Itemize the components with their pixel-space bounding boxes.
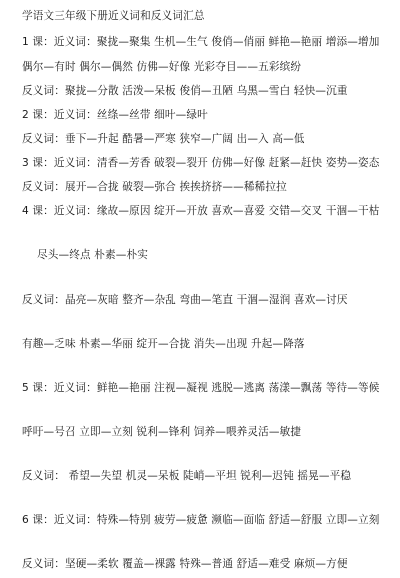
- text-line-lesson3-antonyms: 反义词：展开—合拢 破裂—弥合 挨挨挤挤——稀稀拉拉: [22, 181, 287, 193]
- text-line-lesson1-antonyms: 反义词：聚拢—分散 活泼—呆板 俊俏—丑陋 乌黑—雪白 轻快—沉重: [22, 85, 348, 97]
- text-line-lesson1-synonyms: 1 课：近义词：聚拢—聚集 生机—生气 俊俏—俏丽 鲜艳—艳丽 增添—增加: [22, 36, 380, 48]
- text-line-lesson2-synonyms: 2 课：近义词：丝绦—丝带 细叶—绿叶: [22, 109, 208, 121]
- text-line-lesson4-synonyms-cont: 尽头—终点 朴素—朴实: [37, 249, 148, 261]
- text-line-lesson6-synonyms: 6 课：近义词：特殊—特别 疲劳—疲惫 濒临—面临 舒适—舒服 立即—立刻: [22, 514, 380, 526]
- text-line-lesson6-antonyms: 反义词：坚硬—柔软 覆盖—裸露 特殊—普通 舒适—难受 麻烦—方便: [22, 558, 348, 570]
- text-line-lesson4-antonyms-cont: 有趣—乏味 朴素—华丽 绽开—合拢 消失—出现 升起—降落: [22, 338, 305, 350]
- text-line-lesson5-synonyms-cont: 呼吁—号召 立即—立刻 锐利—锋利 饲养—喂养灵活—敏捷: [22, 426, 302, 438]
- document-title: 学语文三年级下册近义词和反义词汇总: [22, 10, 205, 22]
- text-line-lesson3-synonyms: 3 课：近义词：清香—芳香 破裂—裂开 仿佛—好像 赶紧—赶快 姿势—姿态: [22, 157, 380, 169]
- text-line-lesson5-synonyms: 5 课：近义词：鲜艳—艳丽 注视—凝视 逃脱—逃离 荡漾—飘荡 等待—等候: [22, 382, 380, 394]
- text-line-lesson4-synonyms: 4 课：近义词：缘故—原因 绽开—开放 喜欢—喜爱 交错—交叉 干涸—干枯: [22, 205, 380, 217]
- text-line-lesson5-antonyms: 反义词： 希望—失望 机灵—呆板 陡峭—平坦 锐利—迟钝 摇晃—平稳: [22, 470, 352, 482]
- text-line-lesson2-antonyms: 反义词：垂下—升起 酷暑—严寒 狭窄—广阔 出—入 高—低: [22, 133, 305, 145]
- text-line-lesson1-synonyms-cont: 偶尔—有时 偶尔—偶然 仿佛—好像 光彩夺目——五彩缤纷: [22, 61, 302, 73]
- text-line-lesson4-antonyms: 反义词：晶亮—灰暗 整齐—杂乱 弯曲—笔直 干涸—湿润 喜欢—讨厌: [22, 294, 348, 306]
